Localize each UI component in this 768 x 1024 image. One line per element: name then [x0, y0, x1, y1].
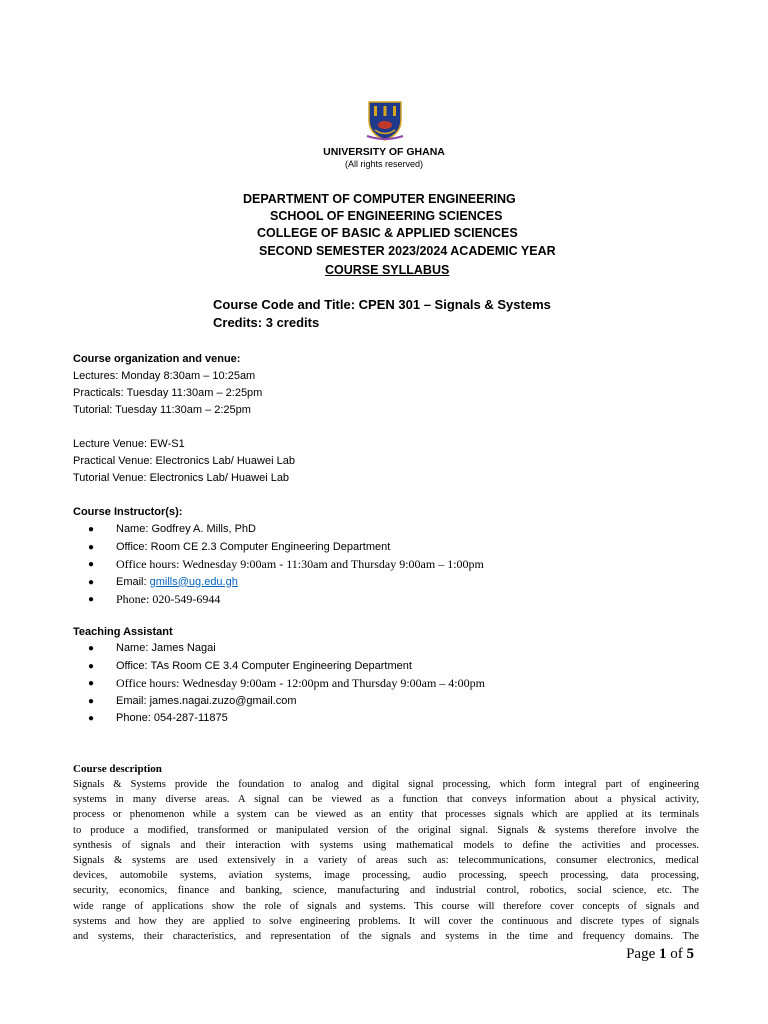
assistant-phone: Phone: 054-287-11875 — [116, 712, 228, 724]
description-line: process or phenomenon while a system can be viewed as an entity that processes signals which are applied at its terminals — [73, 809, 699, 821]
tutorial-venue-line: Tutorial Venue: Electronics Lab/ Huawei Lab — [73, 472, 290, 484]
description-line: synthesis of signals and their interaction with systems using mathematical models to define the activities and processes. — [73, 839, 699, 851]
list-item — [88, 574, 484, 592]
description-heading: Course description — [73, 763, 162, 775]
instructor-hours: Office hours: Wednesday 9:00am - 11:30am and Thursday 9:00am – 1:00pm — [116, 557, 484, 571]
bullet-dot: ● — [88, 660, 95, 672]
assistant-hours: Office hours: Wednesday 9:00am - 12:00pm and Thursday 9:00am – 4:00pm — [116, 676, 485, 690]
list-item — [88, 658, 485, 676]
instructor-email-link[interactable]: gmills@ug.edu.gh — [149, 575, 238, 588]
list-item — [88, 539, 484, 557]
page-current: 1 — [659, 946, 667, 962]
bullet-dot: ● — [88, 559, 95, 570]
assistant-list — [88, 640, 485, 728]
description-line: Signals & systems are used extensively in a variety of areas such as: telecommunications, consumer electronics, medical — [73, 855, 699, 867]
rights-reserved: (All rights reserved) — [344, 159, 424, 169]
page-of: of — [666, 946, 687, 962]
bullet-dot: ● — [88, 576, 95, 588]
description-body — [73, 777, 699, 944]
assistant-office: Office: TAs Room CE 3.4 Computer Engineering Department — [116, 659, 412, 672]
bullet-dot: ● — [88, 695, 95, 707]
practical-venue-line: Practical Venue: Electronics Lab/ Huawei Lab — [73, 455, 295, 467]
instructor-list — [88, 521, 484, 609]
list-item — [88, 591, 484, 609]
bullet-dot: ● — [88, 678, 95, 689]
tutorial-line: Tutorial: Tuesday 11:30am – 2:25pm — [73, 404, 251, 416]
page-number — [626, 946, 694, 963]
list-item — [88, 710, 485, 728]
description-line: wide range of applications show the role of signals and systems. This course will therefore cover concepts of signals and — [73, 900, 699, 912]
university-crest-icon — [363, 98, 407, 142]
description-line: Signals & Systems provide the foundation to analog and digital signal processing, which form integral part of engineering — [73, 779, 699, 790]
college-heading: COLLEGE OF BASIC & APPLIED SCIENCES — [257, 226, 518, 240]
assistant-name: Name: James Nagai — [116, 642, 216, 654]
semester-heading: SECOND SEMESTER 2023/2024 ACADEMIC YEAR — [259, 244, 556, 258]
description-line: and systems, their characteristics, and representation of the signals and systems in the time and frequency domains. The — [73, 931, 699, 943]
list-item — [88, 556, 484, 574]
lectures-line: Lectures: Monday 8:30am – 10:25am — [73, 370, 256, 382]
instructor-heading: Course Instructor(s): — [73, 506, 183, 518]
practicals-line: Practicals: Tuesday 11:30am – 2:25pm — [73, 387, 263, 399]
description-line: systems in many diverse areas. A signal can be viewed as a function that conveys information about a physical activity, — [73, 794, 699, 806]
description-line: systems and how they are applied to solve engineering problems. It will cover the continuous and discrete types of signals — [73, 915, 699, 927]
school-heading: SCHOOL OF ENGINEERING SCIENCES — [270, 209, 503, 223]
description-line: to produce a modified, transformed or manipulated version of the original signal. Signals & systems therefore involve the — [73, 824, 699, 836]
department-heading: DEPARTMENT OF COMPUTER ENGINEERING — [243, 192, 516, 206]
organization-heading: Course organization and venue: — [73, 353, 241, 365]
list-item — [88, 675, 485, 693]
university-name: UNIVERSITY OF GHANA — [323, 146, 445, 158]
page-word: Page — [626, 946, 659, 962]
page-total: 5 — [686, 946, 694, 962]
assistant-heading: Teaching Assistant — [73, 626, 173, 638]
list-item — [88, 693, 485, 711]
list-item — [88, 640, 485, 658]
description-line: devices, automobile systems, aviation systems, image processing, audio processing, speech processing, data processing, — [73, 870, 699, 882]
bullet-dot: ● — [88, 524, 95, 535]
instructor-name: Name: Godfrey A. Mills, PhD — [116, 523, 256, 535]
instructor-office: Office: Room CE 2.3 Computer Engineering Department — [116, 540, 391, 553]
course-code-title: Course Code and Title: CPEN 301 – Signals & Systems — [213, 297, 551, 312]
course-credits: Credits: 3 credits — [213, 315, 320, 330]
syllabus-heading: COURSE SYLLABUS — [325, 263, 450, 277]
bullet-dot: ● — [88, 594, 95, 605]
assistant-email: Email: james.nagai.zuzo@gmail.com — [116, 694, 297, 707]
instructor-phone: Phone: 020-549-6944 — [116, 592, 221, 606]
description-line: security, economics, finance and banking, science, manufacturing and industrial control, robotics, social science, etc. The — [73, 885, 699, 897]
list-item — [88, 521, 484, 539]
bullet-dot: ● — [88, 713, 95, 724]
instructor-email-label: Email: — [116, 575, 150, 588]
bullet-dot: ● — [88, 541, 95, 553]
lecture-venue-line: Lecture Venue: EW-S1 — [73, 438, 185, 450]
bullet-dot: ● — [88, 643, 95, 654]
